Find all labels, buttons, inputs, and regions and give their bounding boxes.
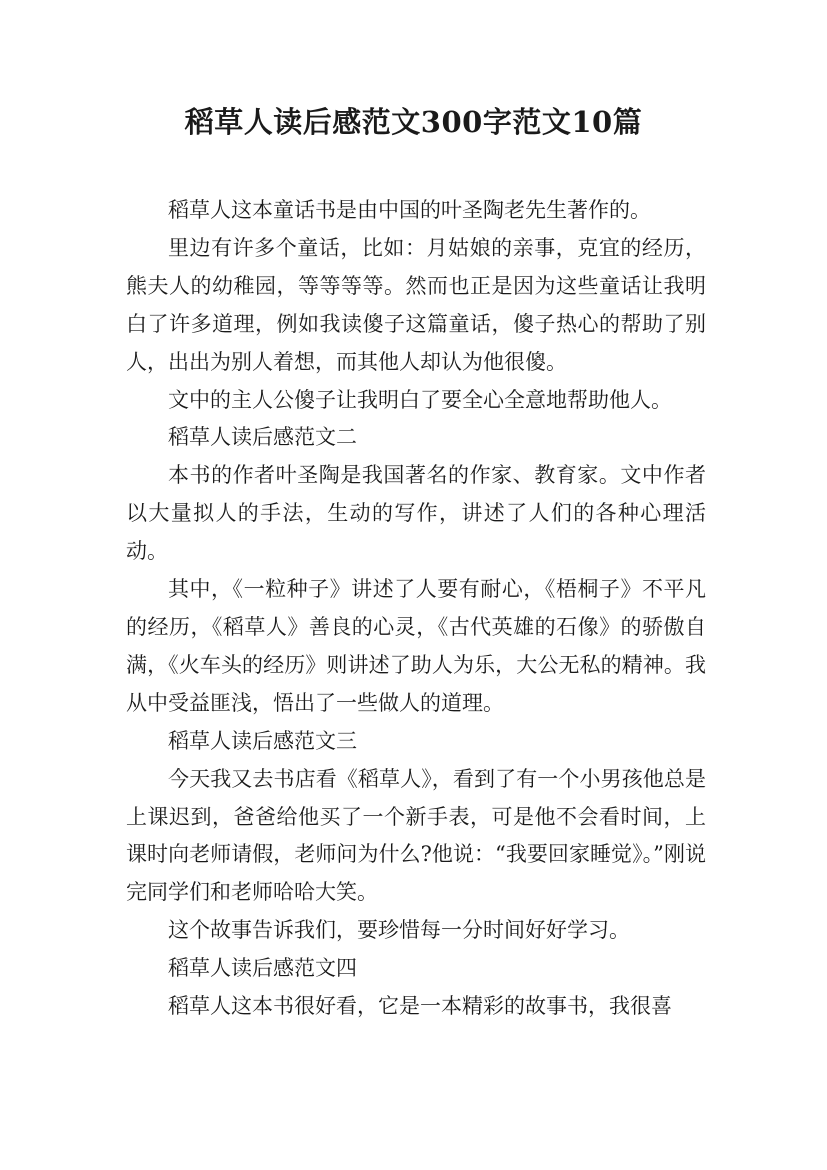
paragraph: 稻草人这本书很好看，它是一本精彩的故事书，我很喜 [168,994,672,1019]
section-heading: 稻草人读后感范文四 [168,956,357,981]
section-heading: 稻草人读后感范文三 [168,728,357,753]
paragraph: 今天我又去书店看《稻草人》，看到了有一个小男孩他总是上课迟到，爸爸给他买了一个新手表，可是他不会看时间，上课时向老师请假，老师问为什么?他说：“我要回家睡觉》。”刚说完同学们和老师哈哈大笑。 [126,766,706,905]
section-heading: 稻草人读后感范文二 [168,425,357,450]
document-title: 稻草人读后感范文300字范文10篇 [184,105,643,139]
paragraph: 其中，《一粒种子》讲述了人要有耐心，《梧桐子》不平凡的经历，《稻草人》善良的心灵，《古代英雄的石像》的骄傲自满，《火车头的经历》则讲述了助人为乐，大公无私的精神。我从中受益匪浅，悟出了一些做人的道理。 [126,577,706,715]
paragraph: 里边有许多个童话，比如：月姑娘的亲事，克宜的经历，熊夫人的幼稚园，等等等等。然而也正是因为这些童话让我明白了许多道理，例如我读傻子这篇童话，傻子热心的帮助了别人，出出为别人着想，而其他人却认为他很傻。 [126,235,706,374]
paragraph: 文中的主人公傻子让我明白了要全心全意地帮助他人。 [168,387,672,412]
paragraph: 这个故事告诉我们，要珍惜每一分时间好好学习。 [168,918,630,943]
document-body [126,192,706,1026]
paragraph: 本书的作者叶圣陶是我国著名的作家、教育家。文中作者以大量拟人的手法，生动的写作，讲述了人们的各种心理活动。 [126,463,706,564]
paragraph: 稻草人这本童话书是由中国的叶圣陶老先生著作的。 [168,198,651,222]
